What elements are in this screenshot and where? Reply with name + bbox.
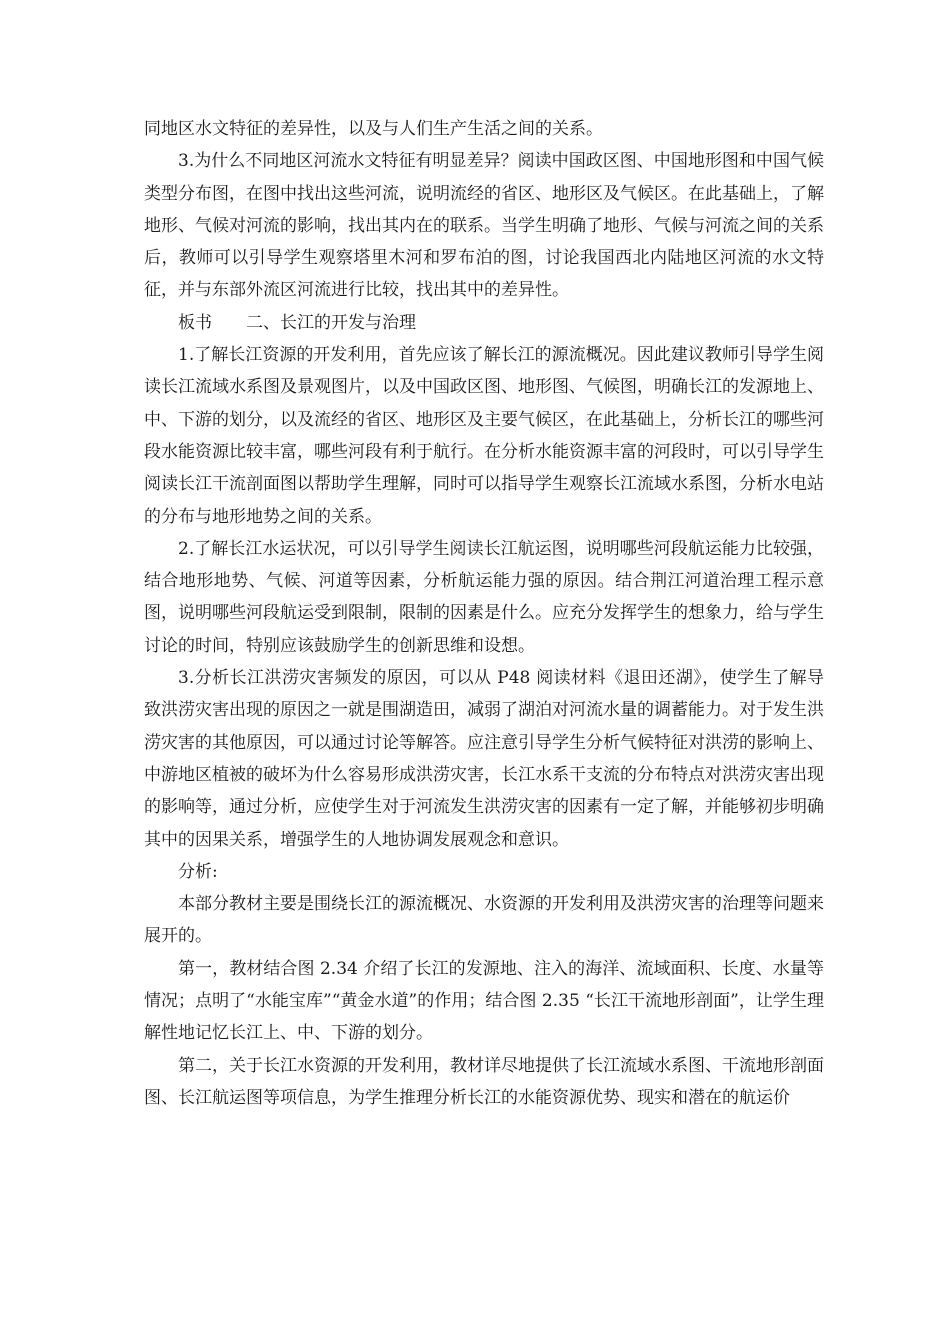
document-body [144, 113, 824, 1114]
paragraph-analysis-intro: 本部分教材主要是围绕长江的源流概况、水资源的开发利用及洪涝灾害的治理等问题来展开的。 [144, 894, 824, 947]
paragraph-item-2-water-transport: 2.了解长江水运状况，可以引导学生阅读长江航运图，说明哪些河段航运能力比较强，结合地形地势、气候、河道等因素，分析航运能力强的原因。结合荆江河道治理工程示意图，说明哪些河段航运受到限制，限制的因素是什么。应充分发挥学生的想象力，给与学生讨论的时间，特别应该鼓励学生的创新思维和设想。 [144, 538, 824, 656]
section-heading-yangtze-development: 板书 二、长江的开发与治理 [178, 312, 416, 333]
paragraph-item-1-resource-use: 1.了解长江资源的开发利用，首先应该了解长江的源流概况。因此建议教师引导学生阅读长江流域水系图及景观图片，以及中国政区图、地形图、气候图，明确长江的发源地上、中、下游的划分，以及流经的省区、地形区及主要气候区，在此基础上，分析长江的哪些河段水能资源比较丰富，哪些河段有利于航行。在分析水能资源丰富的河段时，可以引导学生阅读长江干流剖面图以帮助学生理解，同时可以指导学生观察长江流域水系图，分析水电站的分布与地形地势之间的关系。 [144, 345, 824, 527]
paragraph-analysis-second: 第二，关于长江水资源的开发利用，教材详尽地提供了长江流域水系图、干流地形剖面图、长江航运图等项信息，为学生推理分析长江的水能资源优势、现实和潜在的航运价 [144, 1055, 824, 1108]
paragraph-analysis-first: 第一，教材结合图 2.34 介绍了长江的发源地、注入的海洋、流域面积、长度、水量等情况；点明了“水能宝库”“黄金水道”的作用；结合图 2.35 “长江干流地形剖面”，让学生理解性地记忆长江上、中、下游的划分。 [144, 958, 824, 1044]
paragraph-item-3-hydrology-differences: 3.为什么不同地区河流水文特征有明显差异？阅读中国政区图、中国地形图和中国气候类型分布图，在图中找出这些河流，说明流经的省区、地形区及气候区。在此基础上，了解地形、气候对河流的影响，找出其内在的联系。当学生明确了地形、气候与河流之间的关系后，教师可以引导学生观察塔里木河和罗布泊的图，讨论我国西北内陆地区河流的水文特征，并与东部外流区河流进行比较，找出其中的差异性。 [144, 151, 824, 301]
paragraph-item-3-flood-causes: 3.分析长江洪涝灾害频发的原因，可以从 P48 阅读材料《退田还湖》，使学生了解导致洪涝灾害出现的原因之一就是围湖造田，减弱了湖泊对河流水量的调蓄能力。对于发生洪涝灾害的其他原因，可以通过讨论等解答。应注意引导学生分析气候特征对洪涝的影响上、中游地区植被的破坏为什么容易形成洪涝灾害，长江水系干支流的分布特点对洪涝灾害出现的影响等，通过分析，应使学生对于河流发生洪涝灾害的因素有一定了解，并能够初步明确其中的因果关系，增强学生的人地协调发展观念和意识。 [144, 668, 824, 850]
paragraph-analysis-label: 分析: [178, 861, 218, 882]
paragraph-continuation: 同地区水文特征的差异性，以及与人们生产生活之间的关系。 [144, 119, 603, 139]
